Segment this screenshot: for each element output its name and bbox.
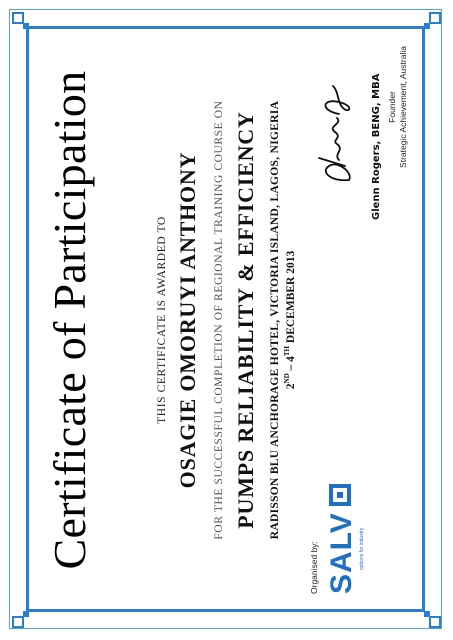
venue: RADISSON BLU ANCHORAGE HOTEL, VICTORIA ISLAND, LAGOS, NIGERIA [268,100,281,540]
certificate-title: Certificate of Participation [43,70,95,570]
recipient-name: OSAGIE OMORUYI ANTHONY [174,151,200,489]
rotated-content [37,40,417,600]
signatory-role: Founder [386,91,397,123]
signatory-name: Glenn Rogers, BENG, MBA [370,73,382,220]
corner-ornament-top-left [8,8,38,38]
course-title: PUMPS RELIABILITY & EFFICIENCY [232,111,258,529]
corner-ornament-bottom-right [415,602,445,632]
corner-ornament-bottom-left [8,602,38,632]
course-intro: FOR THE SUCCESSFUL COMPLETION OF REGIONAL TRAINING COURSE ON [212,100,225,540]
organiser-block [309,454,409,594]
corner-ornament-top-right [415,8,445,38]
signature-icon [309,60,369,210]
dates: 2ND – 4TH DECEMBER 2013 [282,250,297,390]
salvo-logo: SALV options for industry [325,454,365,594]
signatory-organisation: Strategic Achievement, Australia [397,46,408,168]
signature-block [309,40,414,220]
logo-square-icon [329,484,351,506]
awarded-text: THIS CERTIFICATE IS AWARDED TO [155,216,168,424]
organiser-label: Organised by: [308,541,319,594]
